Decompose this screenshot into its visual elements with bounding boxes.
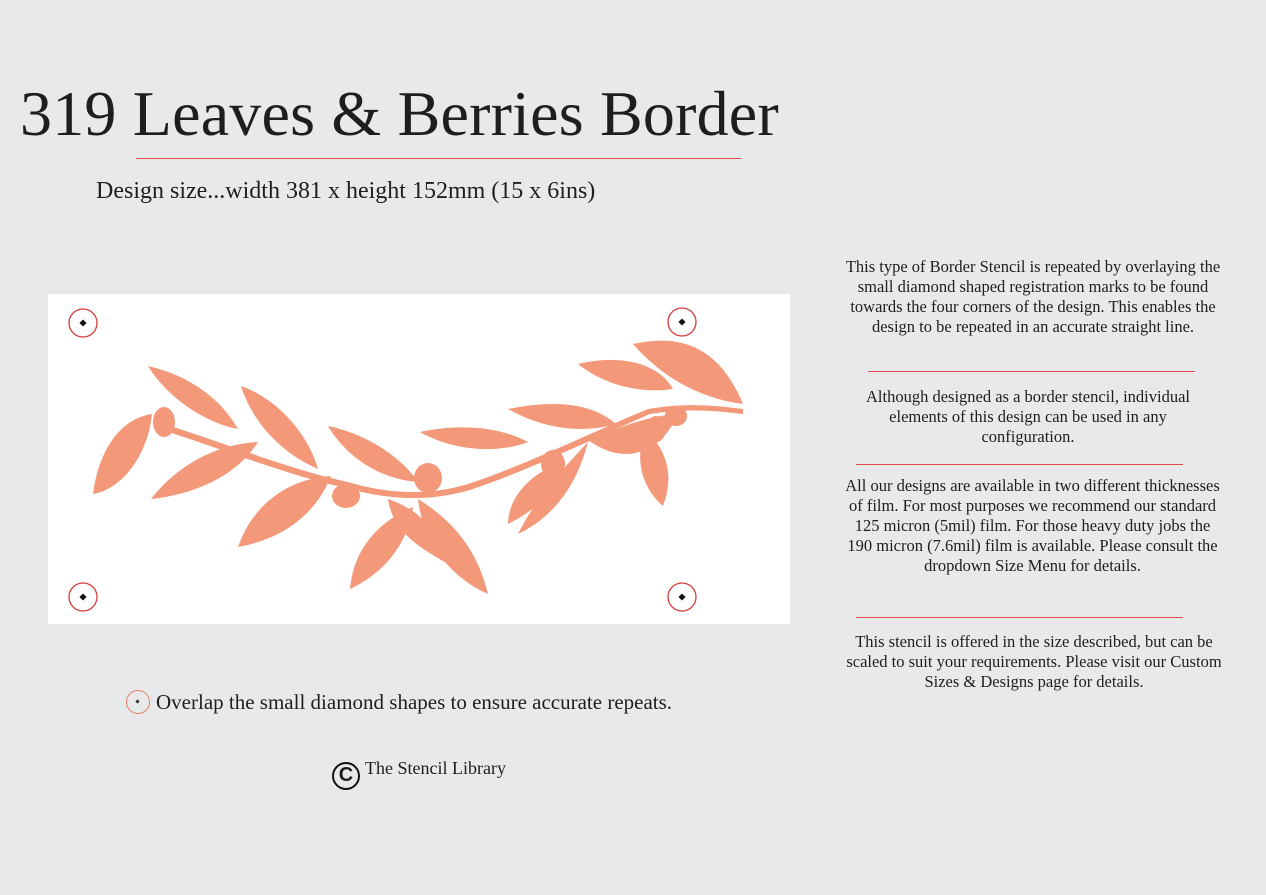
info-divider-2 (856, 464, 1183, 465)
info-divider-3 (856, 617, 1183, 618)
info-divider-1 (868, 371, 1195, 372)
info-elements-paragraph (858, 387, 1198, 447)
registration-mark-bottom-left (69, 583, 97, 611)
registration-mark-icon (126, 690, 150, 714)
registration-mark-top-right (668, 308, 696, 336)
copyright-icon: C (332, 762, 360, 790)
brand-name: The Stencil Library (365, 758, 506, 778)
registration-mark-bottom-right (668, 583, 696, 611)
copyright-line (332, 758, 506, 790)
stencil-artwork (48, 294, 790, 624)
page-title: 319 Leaves & Berries Border (20, 78, 779, 149)
info-scale-paragraph (845, 632, 1223, 692)
registration-mark-top-left (69, 309, 97, 337)
overlap-note-text: Overlap the small diamond shapes to ensure accurate repeats. (156, 690, 673, 714)
stencil-preview (48, 294, 790, 624)
film-text: All our designs are available in two different thicknesses of film. For most purposes we recommend our standard 125 micron (5mil) film. For those heavy duty jobs the 190 micron (7.6mil) film is available. Please consult the dropdown Size Menu for details. (845, 476, 1220, 575)
design-size-text: Design size...width 381 x height 152mm (15 x 6ins) (96, 178, 596, 204)
info-film-paragraph (845, 476, 1220, 576)
leaves-and-berries-design (93, 341, 743, 594)
overlap-note (126, 690, 672, 715)
elements-text: Although designed as a border stencil, individual elements of this design can be used in any configuration. (866, 387, 1190, 446)
scale-text: This stencil is offered in the size described, but can be scaled to suit your requirements. Please visit our Custom Sizes & Designs page for details. (846, 632, 1222, 691)
repeat-text: This type of Border Stencil is repeated by overlaying the small diamond shaped registration marks to be found towards the four corners of the design. This enables the design to be repeated in an accurate straight line. (845, 257, 1221, 336)
info-repeat-paragraph (838, 257, 1228, 337)
title-underline (136, 158, 741, 159)
